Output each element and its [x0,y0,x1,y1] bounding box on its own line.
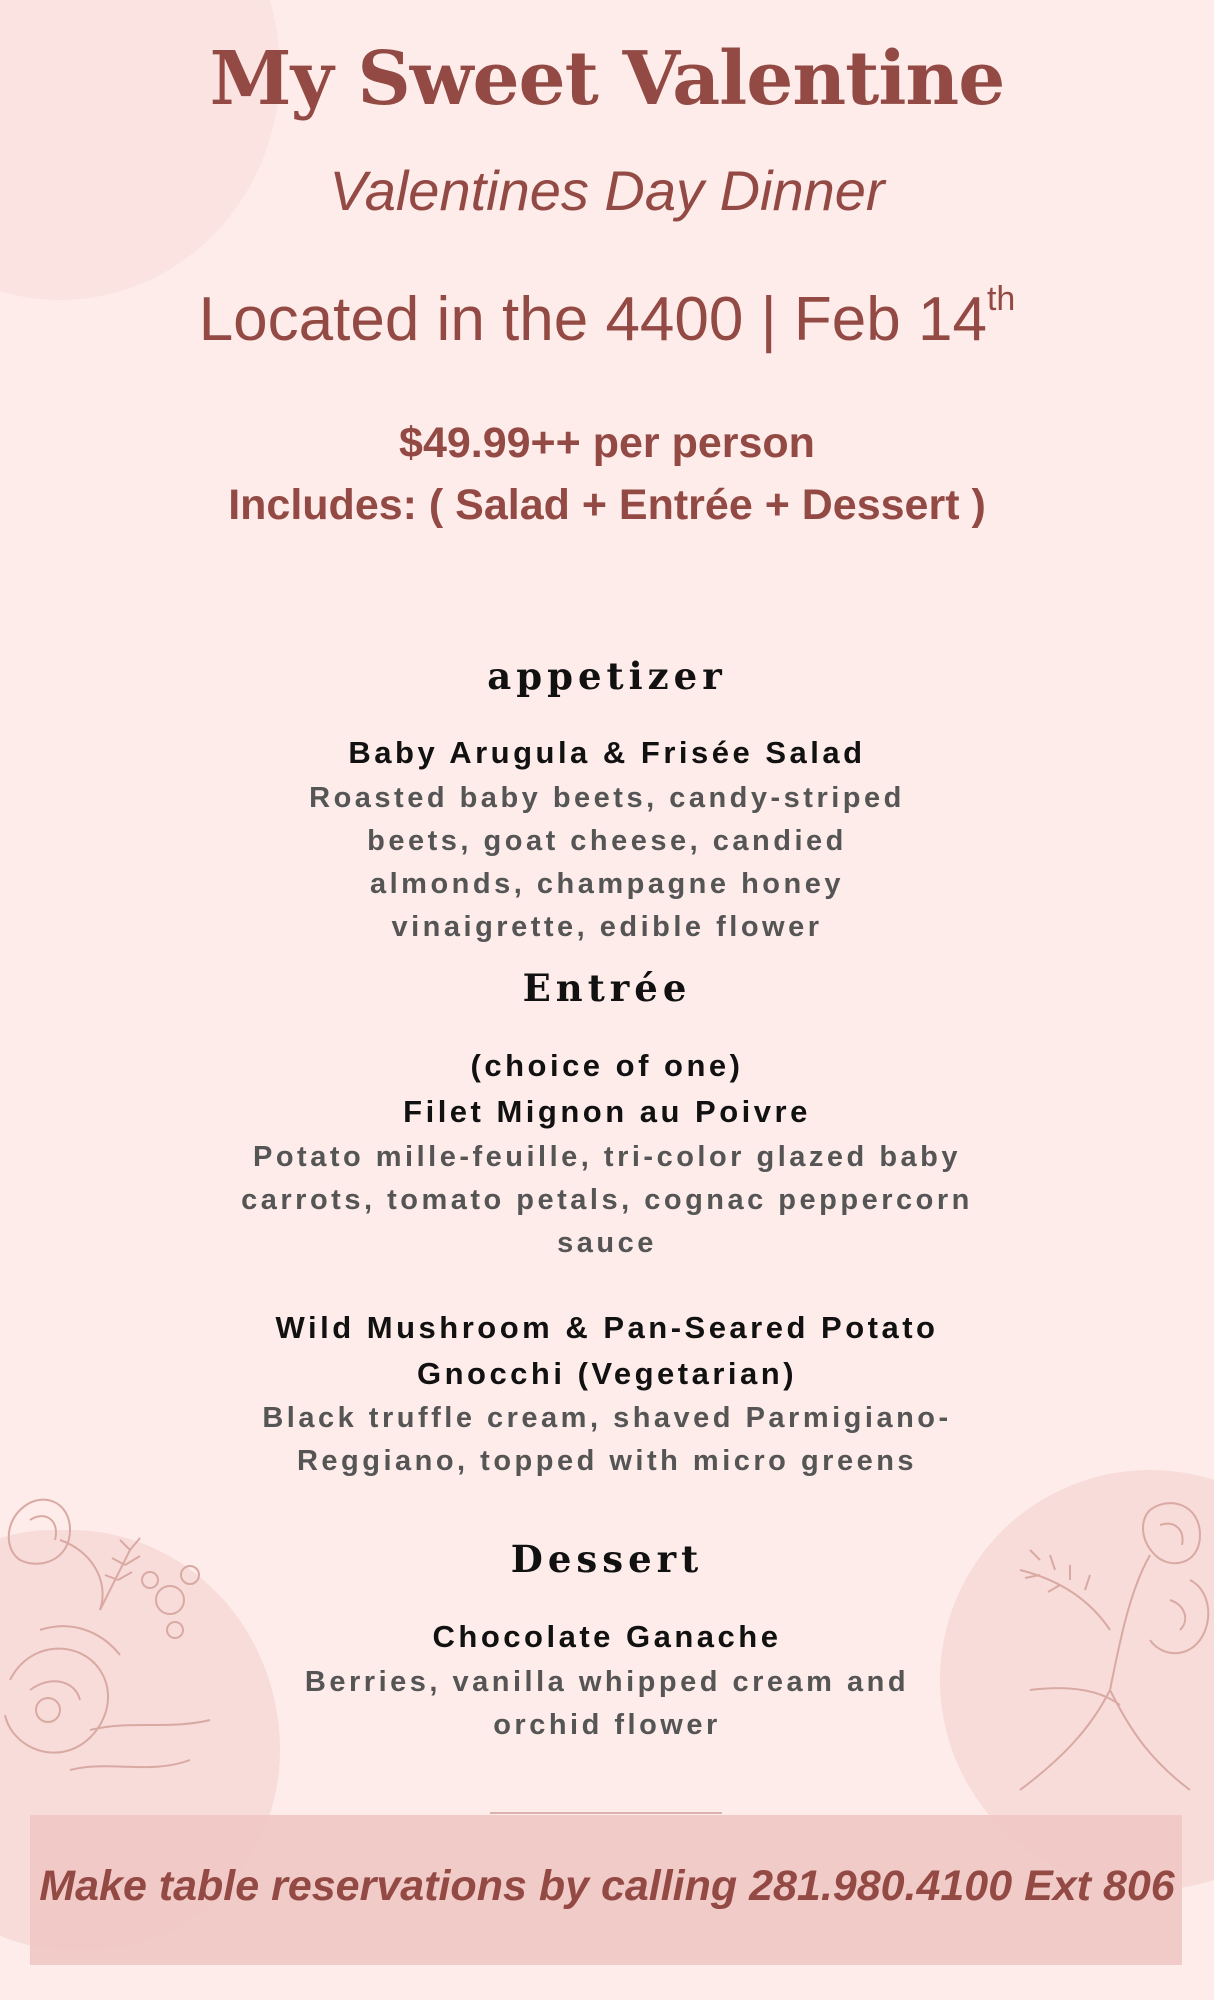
date-suffix: th [986,280,1016,318]
entree-item-description-2 [0,1397,1214,1483]
price-per-person: $49.99++ per person [399,419,815,467]
description-line: vinaigrette, edible flower [391,911,823,943]
menu-subtitle: Valentines Day Dinner [329,159,885,222]
location-text: Located in the 4400 | Feb 14 [198,285,987,354]
description-line: Reggiano, topped with micro greens [296,1445,918,1477]
entree-item-name: Filet Mignon au Poivre [403,1094,811,1129]
price-includes: Includes: ( Salad + Entrée + Dessert ) [228,481,986,529]
section-heading-entree: Entrée [522,966,692,1010]
price-block [0,412,1214,536]
description-line: orchid flower [493,1709,721,1741]
item-name-line: Wild Mushroom & Pan-Seared Potato [275,1310,939,1345]
dessert-item-name: Chocolate Ganache [432,1619,782,1654]
dessert-item-description [0,1661,1214,1747]
footer-divider [490,1812,722,1814]
menu-title: My Sweet Valentine [209,36,1005,122]
appetizer-item-name: Baby Arugula & Frisée Salad [348,735,866,770]
event-location-date [0,280,1214,355]
entree-item-name-2 [0,1305,1214,1397]
section-heading-dessert: Dessert [510,1537,704,1581]
description-line: beets, goat cheese, candied [367,825,847,857]
item-name-line: Gnocchi (Vegetarian) [416,1356,798,1391]
section-heading-appetizer: appetizer [487,654,727,698]
description-line: Potato mille-feuille, tri-color glazed baby [252,1141,962,1173]
description-line: Roasted baby beets, candy-striped [309,782,905,814]
appetizer-item-description [0,777,1214,949]
description-line: sauce [557,1227,657,1259]
description-line: almonds, champagne honey [370,868,844,900]
entree-item-description [0,1136,1214,1265]
entree-choice-note: (choice of one) [470,1048,744,1083]
description-line: carrots, tomato petals, cognac peppercorn [241,1184,973,1216]
description-line: Black truffle cream, shaved Parmigiano- [262,1402,952,1434]
reservation-text: Make table reservations by calling 281.980.4100 Ext 806 [39,1862,1175,1910]
description-line: Berries, vanilla whipped cream and [304,1666,910,1698]
